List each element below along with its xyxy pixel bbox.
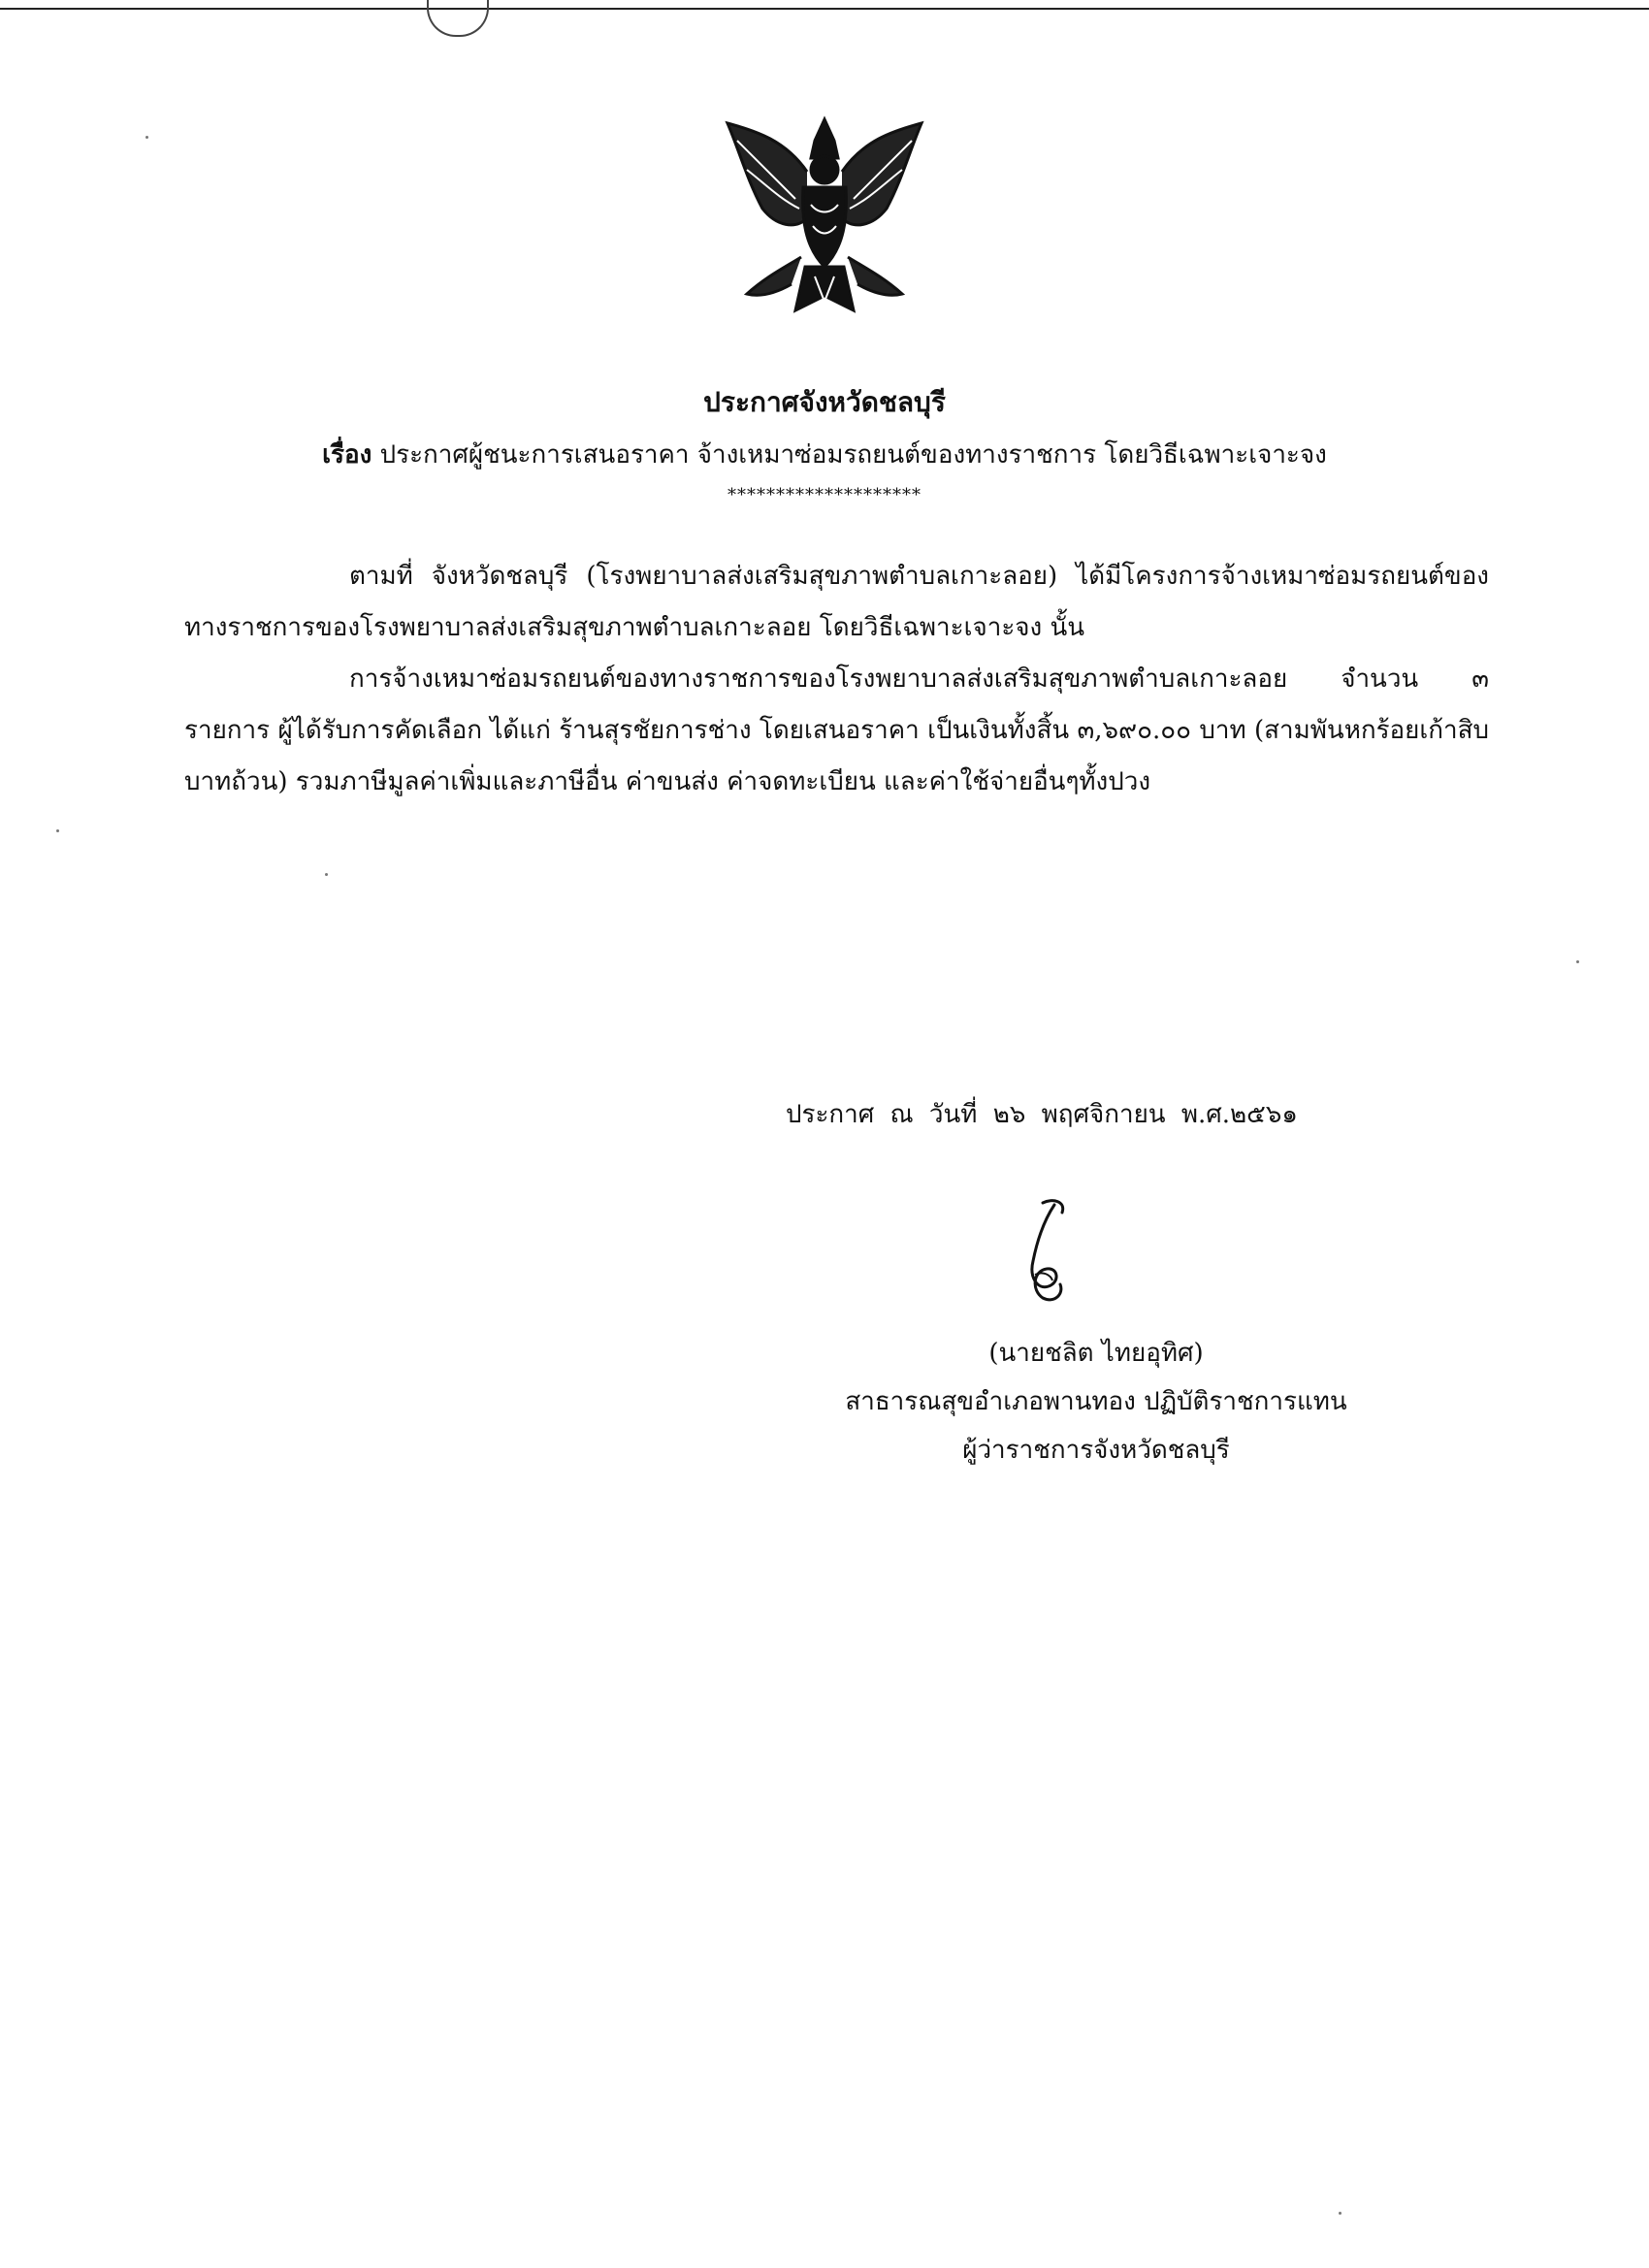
scan-speck [1339, 2212, 1342, 2215]
scan-speck [146, 136, 148, 139]
signer-block [679, 1329, 1513, 1474]
subject-text: ประกาศผู้ชนะการเสนอราคา จ้างเหมาซ่อมรถยนต์ของทางราชการ โดยวิธีเฉพาะเจาะจง [379, 440, 1327, 470]
garuda-emblem-icon [718, 112, 931, 325]
subject-label: เรื่อง [322, 440, 372, 470]
document-subject [0, 435, 1649, 474]
scan-speck [56, 829, 59, 832]
separator-stars: ******************** [728, 485, 922, 505]
scan-speck [1576, 960, 1579, 963]
signer-name: (นายชลิต ไทยอุทิศ) [988, 1339, 1204, 1368]
body-paragraph-1: ตามที่ จังหวัดชลบุรี (โรงพยาบาลส่งเสริมสุขภาพตำบลเกาะลอย) ได้มีโครงการจ้างเหมาซ่อมรถยนต์ของทางราชการของโรงพยาบาลส่งเสริมสุขภาพตำบลเกาะลอย โดยวิธีเฉพาะเจาะจง นั้น [184, 562, 1489, 642]
scan-speck [325, 873, 328, 876]
body-paragraph-2: การจ้างเหมาซ่อมรถยนต์ของทางราชการของโรงพยาบาลส่งเสริมสุขภาพตำบลเกาะลอย จำนวน ๓ รายการ ผู้ได้รับการคัดเลือก ได้แก่ ร้านสุรชัยการช่าง โดยเสนอราคา เป็นเงินทั้งสิ้น ๓,๖๙๐.๐๐ บาท (สามพันหกร้อยเก้าสิบบาทถ้วน) รวมภาษีมูลค่าเพิ่มและภาษีอื่น ค่าขนส่ง ค่าจดทะเบียน และค่าใช้จ่ายอื่นๆทั้งปวง [184, 664, 1489, 796]
signer-position: สาธารณสุขอำเภอพานทอง ปฏิบัติราชการแทน [845, 1387, 1347, 1416]
document-body [184, 551, 1489, 808]
document-title: ประกาศจังหวัดชลบุรี [703, 386, 946, 418]
top-border-line [0, 8, 1649, 10]
signer-authority: ผู้ว่าราชการจังหวัดชลบุรี [962, 1436, 1230, 1465]
handwritten-signature-icon [994, 1193, 1091, 1319]
announcement-date: ประกาศ ณ วันที่ ๒๖ พฤศจิกายน พ.ศ.๒๕๖๑ [786, 1100, 1298, 1129]
punch-hole-mark [427, 0, 489, 37]
